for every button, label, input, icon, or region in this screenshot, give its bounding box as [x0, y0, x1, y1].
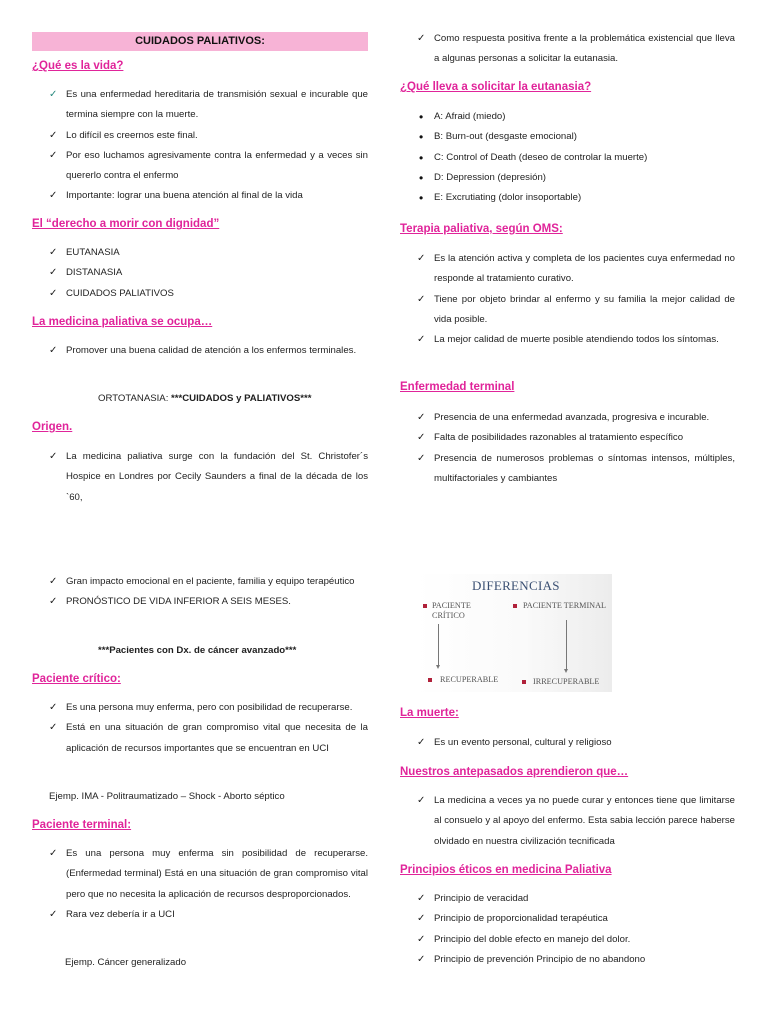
bullet-square-icon	[423, 604, 427, 608]
connector-line	[438, 624, 439, 666]
list-item: ✓ Lo difícil es creernos este final.	[49, 126, 368, 146]
heading-enfermedad-terminal: Enfermedad terminal	[400, 381, 515, 393]
bullet-square-icon	[428, 678, 432, 682]
list-item: ✓ Es la atención activa y completa de los pacientes cuya enfermedad no responde al tratamiento curativo.	[417, 249, 735, 290]
list-item: • D: Depression (depresión)	[417, 168, 735, 188]
list-oms	[417, 249, 735, 350]
arrow-down-icon	[564, 669, 568, 673]
title-band	[32, 32, 368, 51]
list-item: ✓ Tiene por objeto brindar al enfermo y su familia la mejor calidad de vida posible.	[417, 290, 735, 331]
list-solicitar	[417, 107, 735, 208]
list-critico	[49, 698, 368, 759]
heading-antepasados: Nuestros antepasados aprendieron que…	[400, 766, 629, 778]
list-antepasados	[417, 791, 735, 852]
heading-solicitar-eutanasia: ¿Qué lleva a solicitar la eutanasia?	[400, 81, 592, 93]
list-respuesta	[417, 29, 735, 70]
list-item: ✓ Rara vez debería ir a UCI	[49, 905, 368, 925]
list-ocupa	[49, 341, 368, 361]
ortotanasia-line	[98, 393, 311, 404]
heading-terapia-oms: Terapia paliativa, según OMS:	[400, 223, 563, 235]
list-enfermedad-terminal	[417, 408, 735, 489]
list-terminal	[49, 844, 368, 925]
list-item: ✓ Gran impacto emocional en el paciente, familia y equipo terapéutico	[49, 572, 368, 592]
arrow-down-icon	[436, 665, 440, 669]
list-item: ✓ Es una enfermedad hereditaria de transmisión sexual e incurable que termina siempre con la muerte.	[49, 85, 368, 126]
list-item: ✓ La mejor calidad de muerte posible atendiendo todos los síntomas.	[417, 330, 735, 350]
list-derecho	[49, 243, 368, 304]
label-paciente-critico: PACIENTE CRÍTICO	[432, 601, 471, 620]
list-item: ✓ Principio de prevención Principio de no abandono	[417, 950, 735, 970]
list-item: ✓ Falta de posibilidades razonables al tratamiento específico	[417, 428, 735, 448]
example-terminal: Ejemp. Cáncer generalizado	[65, 957, 187, 968]
list-item: • C: Control of Death (deseo de controlar la muerte)	[417, 148, 735, 168]
list-origen	[49, 447, 368, 508]
heading-la-muerte: La muerte:	[400, 707, 459, 719]
list-item: ✓ CUIDADOS PALIATIVOS	[49, 284, 368, 304]
list-item: ✓ EUTANASIA	[49, 243, 368, 263]
heading-que-es-la-vida: ¿Qué es la vida?	[32, 60, 124, 72]
list-item: • A: Afraid (miedo)	[417, 107, 735, 127]
heading-principios-eticos: Principios éticos en medicina Paliativa	[400, 864, 612, 876]
cancer-note: ***Pacientes con Dx. de cáncer avanzado***	[98, 645, 297, 656]
ortotanasia-label: ORTOTANASIA:	[98, 393, 172, 404]
list-vida	[49, 85, 368, 207]
page-title: CUIDADOS PALIATIVOS:	[135, 35, 265, 47]
heading-origen: Origen.	[32, 421, 73, 433]
list-item: ✓ Como respuesta positiva frente a la problemática existencial que lleva a algunas personas a solicitar la eutanasia.	[417, 29, 735, 70]
list-muerte	[417, 733, 735, 753]
example-critico: Ejemp. IMA - Politraumatizado – Shock - Aborto séptico	[49, 791, 285, 802]
list-principios	[417, 889, 735, 970]
list-item: ✓ Por eso luchamos agresivamente contra la enfermedad y a veces sin quererlo contra el enfermo	[49, 146, 368, 187]
list-item: ✓ Es un evento personal, cultural y religioso	[417, 733, 735, 753]
label-recuperable: RECUPERABLE	[440, 675, 499, 684]
list-item: ✓ DISTANASIA	[49, 263, 368, 283]
list-impacto	[49, 572, 368, 613]
ortotanasia-emphasis: ***CUIDADOS y PALIATIVOS***	[171, 393, 312, 404]
list-item: ✓ La medicina a veces ya no puede curar y entonces tiene que limitarse al consuelo y al apoyo del enfermo. Esta sabia lección parece haberse olvidado en nuestra civilización tecnificada	[417, 791, 735, 852]
list-item: ✓ Principio del doble efecto en manejo del dolor.	[417, 930, 735, 950]
list-item: ✓ Importante: lograr una buena atención al final de la vida	[49, 186, 368, 206]
list-item: ✓ Promover una buena calidad de atención a los enfermos terminales.	[49, 341, 368, 361]
label-paciente-terminal: PACIENTE TERMINAL	[523, 601, 607, 610]
list-item: ✓ La medicina paliativa surge con la fundación del St. Christofer´s Hospice en Londres por Cecily Saunders a final de la década de los `60,	[49, 447, 368, 508]
heading-derecho-morir: El “derecho a morir con dignidad”	[32, 218, 220, 230]
list-item: ✓ Presencia de una enfermedad avanzada, progresiva e incurable.	[417, 408, 735, 428]
list-item: ✓ Es una persona muy enferma, pero con posibilidad de recuperarse.	[49, 698, 368, 718]
heading-paciente-terminal: Paciente terminal:	[32, 819, 132, 831]
list-item: • E: Excrutiating (dolor insoportable)	[417, 188, 735, 208]
list-item: ✓ Está en una situación de gran compromiso vital que necesita de la aplicación de recursos importantes que se encuentran en UCI	[49, 718, 368, 759]
heading-medicina-ocupa: La medicina paliativa se ocupa…	[32, 316, 213, 328]
list-item: ✓ Es una persona muy enferma sin posibilidad de recuperarse. (Enfermedad terminal) Está en una situación de gran compromiso vital pero que no necesita la aplicación de recursos desproporcionados.	[49, 844, 368, 905]
bullet-square-icon	[522, 680, 526, 684]
list-item: ✓ Principio de veracidad	[417, 889, 735, 909]
diferencias-diagram	[416, 574, 612, 692]
label-irrecuperable: IRRECUPERABLE	[533, 677, 600, 686]
list-item: ✓ PRONÓSTICO DE VIDA INFERIOR A SEIS MESES.	[49, 592, 368, 612]
heading-paciente-critico: Paciente crítico:	[32, 673, 121, 685]
connector-line	[566, 620, 567, 670]
diagram-title: DIFERENCIAS	[472, 578, 560, 593]
list-item: ✓ Principio de proporcionalidad terapéutica	[417, 909, 735, 929]
list-item: ✓ Presencia de numerosos problemas o síntomas intensos, múltiples, multifactoriales y cambiantes	[417, 449, 735, 490]
bullet-square-icon	[513, 604, 517, 608]
list-item: • B: Burn-out (desgaste emocional)	[417, 127, 735, 147]
